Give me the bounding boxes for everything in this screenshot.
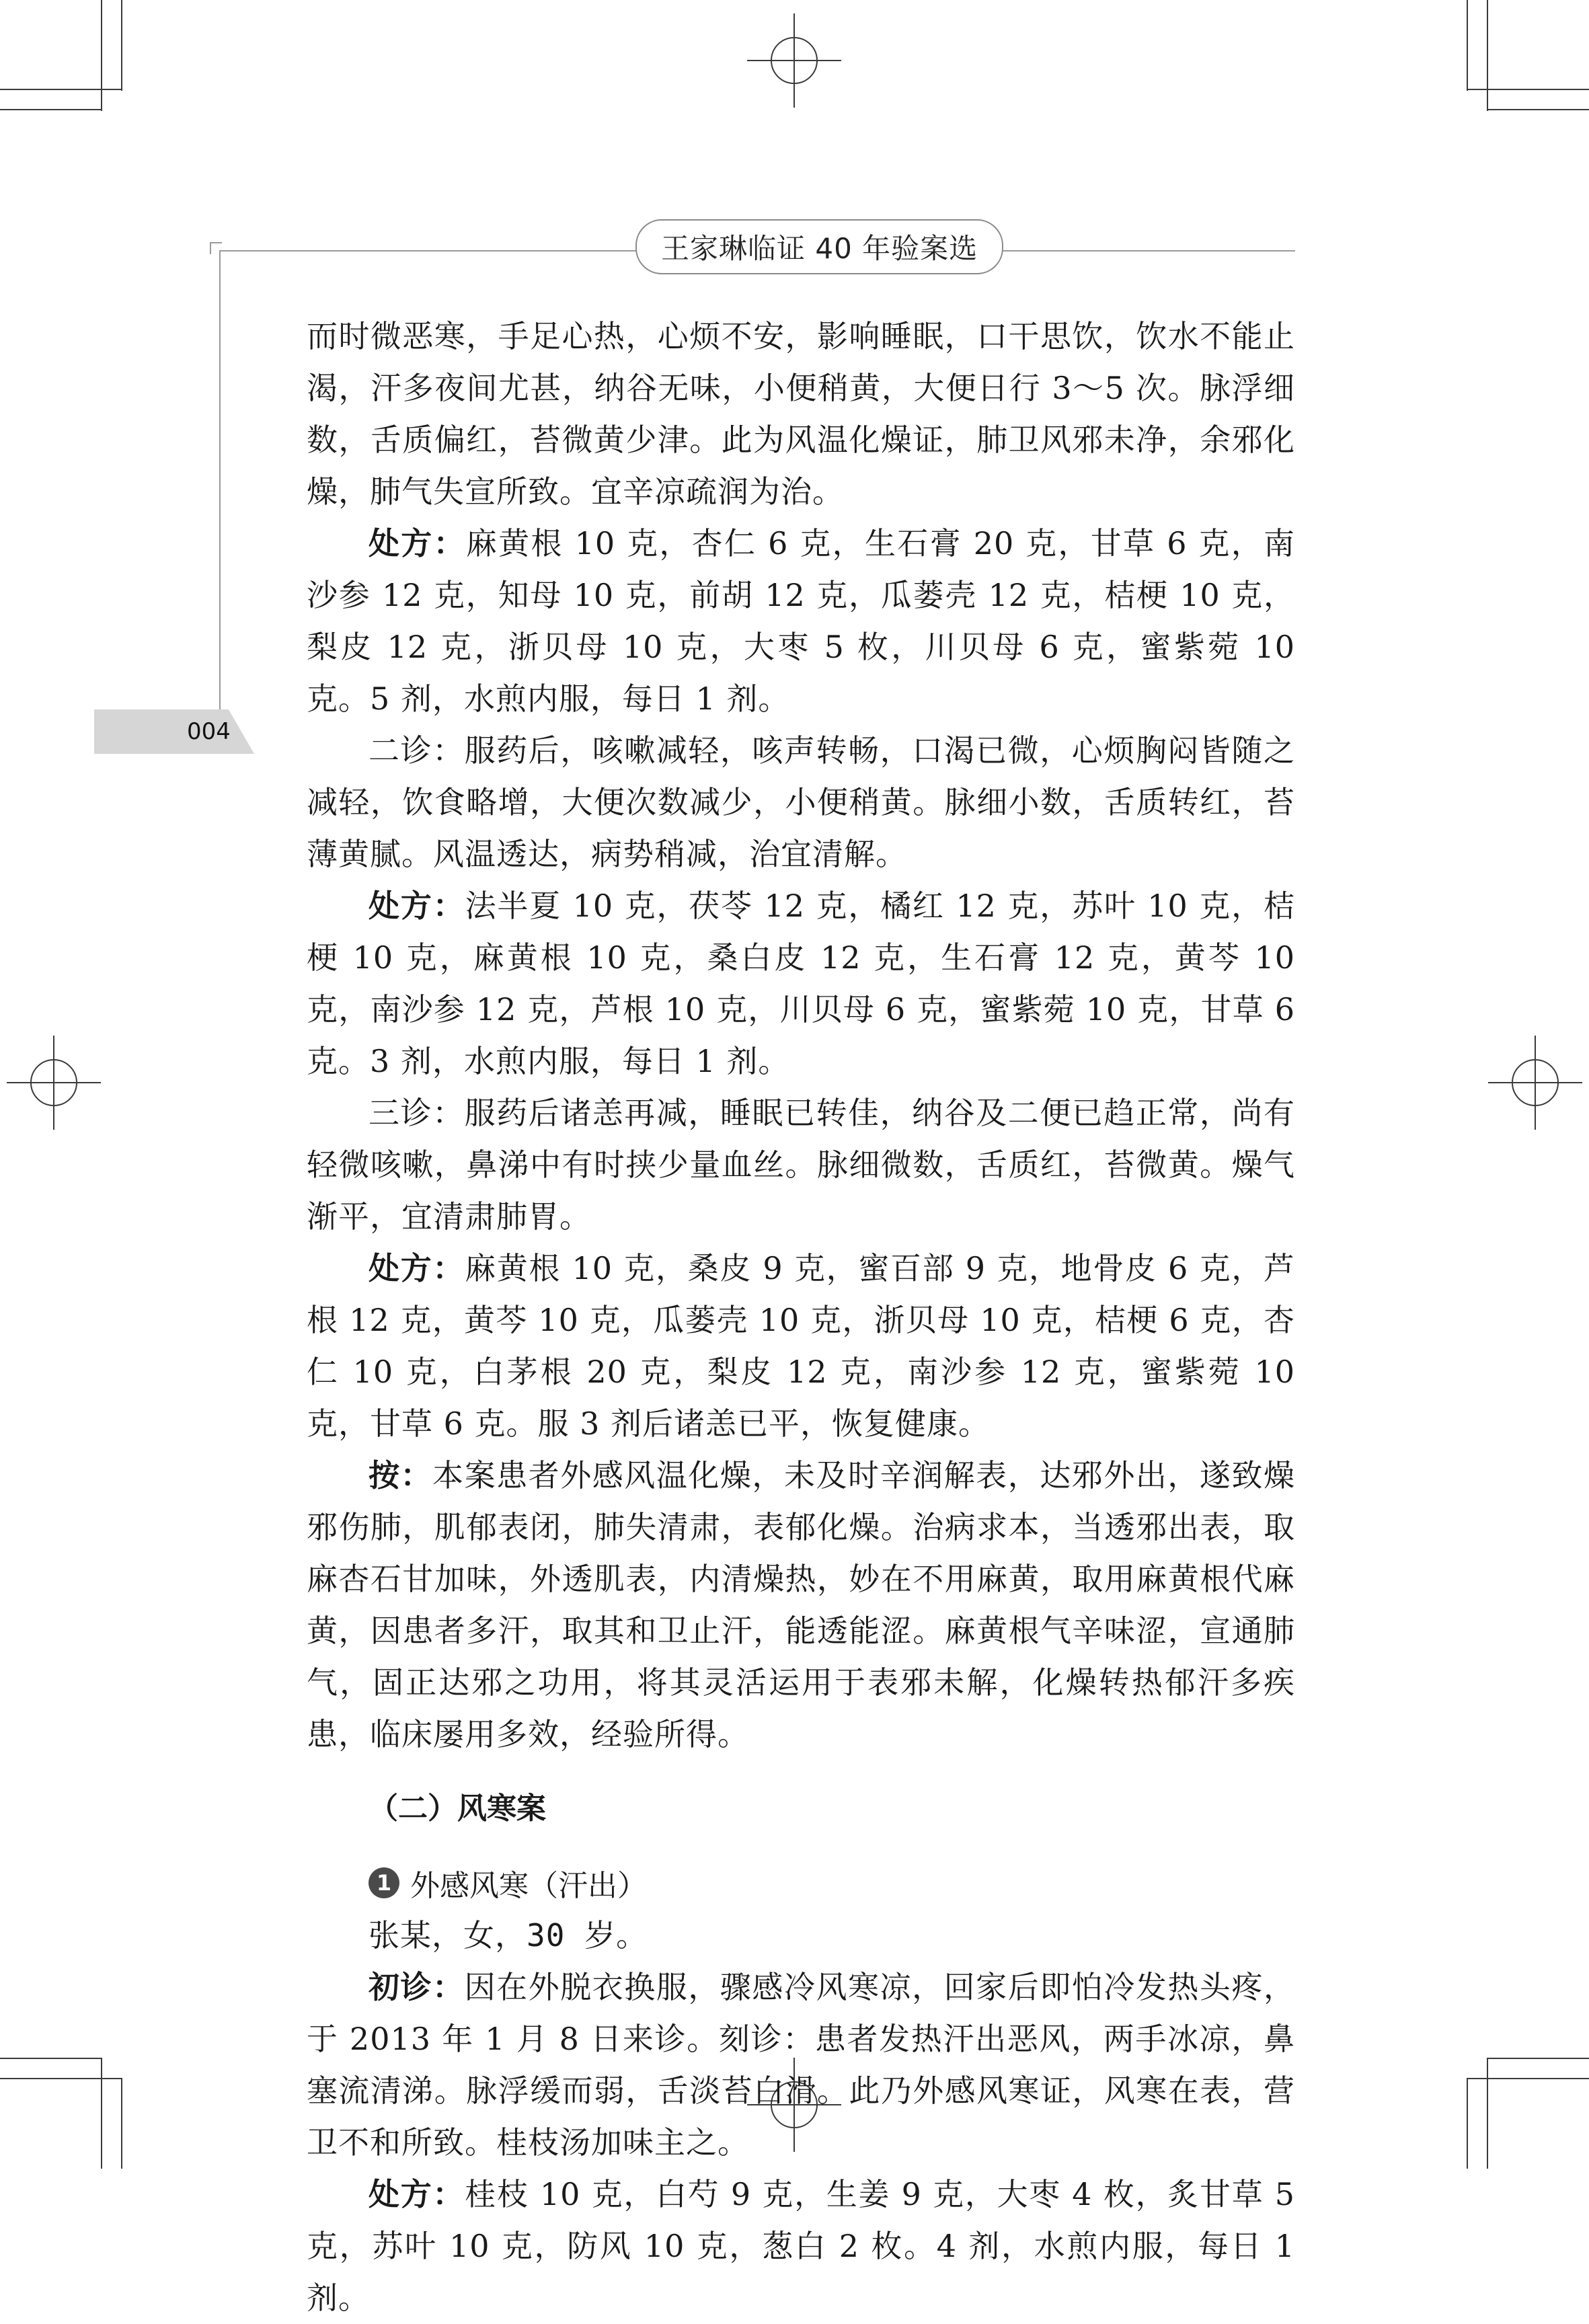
section-heading: （二）风寒案 — [369, 1791, 546, 1826]
commentary-label: 按： — [369, 1457, 433, 1494]
case-number-badge: 1 — [369, 1867, 399, 1898]
paragraph-text: 桂枝 10 克，白芍 9 克，生姜 9 克，大枣 4 枚，炙甘草 5 克，苏叶 10 克，防风 10 克，葱白 2 枚。4 剂，水煎内服，每日 1 剂。 — [307, 2176, 1295, 2316]
margin-rule — [219, 250, 221, 711]
paragraph-text: 麻黄根 10 克，桑皮 9 克，蜜百部 9 克，地骨皮 6 克，芦根 12 克，黄芩 10 克，瓜蒌壳 10 克，浙贝母 10 克，桔梗 6 克，杏仁 10 克，白茅根 20 克，梨皮 12 克，南沙参 12 克，蜜紫菀 10 克，甘草 6 克。服 3 剂后诸恙已平，恢复健康。 — [307, 1250, 1296, 1442]
frame-ornament — [210, 242, 222, 243]
crop-mark — [0, 89, 122, 90]
registration-mark-right — [1488, 1036, 1582, 1130]
paragraph-second-visit: 二诊：服药后，咳嗽减轻，咳声转畅，口渴已微，心烦胸闷皆随之减轻，饮食略增，大便次数减少，小便稍黄。脉细小数，舌质转红，苔薄黄腻。风温透达，病势稍减，治宜清解。 — [307, 732, 1295, 872]
paragraph-text: 法半夏 10 克，茯苓 12 克，橘红 12 克，苏叶 10 克，桔梗 10 克，麻黄根 10 克，桑白皮 12 克，生石膏 12 克，黄芩 10 克，南沙参 12 克，芦根 10 克，川贝母 6 克，蜜紫菀 10 克，甘草 6 克。3 剂，水煎内服，每日 1 剂。 — [307, 888, 1296, 1079]
paragraph-text: 麻黄根 10 克，杏仁 6 克，生石膏 20 克，甘草 6 克，南沙参 12 克，知母 10 克，前胡 12 克，瓜蒌壳 12 克，桔梗 10 克，梨皮 12 克，浙贝母 10 克，大枣 5 枚，川贝母 6 克，蜜紫菀 10 克。5 剂，水煎内服，每日 1 剂。 — [307, 525, 1296, 717]
paragraph-prescription — [307, 2169, 1295, 2324]
paragraph-third-visit: 三诊：服药后诸恙再减，睡眠已转佳，纳谷及二便已趋正常，尚有轻微咳嗽，鼻涕中有时挟少量血丝。脉细微数，舌质红，苔微黄。燥气渐平，宜清肃肺胃。 — [307, 1095, 1295, 1235]
page-number: 004 — [187, 718, 231, 745]
paragraph-prescription — [307, 880, 1295, 1087]
header-rule — [959, 250, 1295, 251]
paragraph-commentary — [307, 1450, 1295, 1760]
crop-mark — [1487, 2058, 1488, 2169]
crop-mark — [101, 0, 102, 111]
paragraph-text: 本案患者外感风温化燥，未及时辛润解表，达邪外出，遂致燥邪伤肺，肌郁表闭，肺失清肃，表郁化燥。治病求本，当透邪出表，取麻杏石甘加味，外透肌表，内清燥热，妙在不用麻黄，取用麻黄根代麻黄，因患者多汗，取其和卫止汗，能透能涩。麻黄根气辛味涩，宣通肺气，固正达邪之功用，将其灵活运用于表邪未解，化燥转热郁汗多疾患，临床屡用多效，经验所得。 — [307, 1457, 1296, 1752]
prescription-label: 处方： — [369, 1250, 465, 1286]
running-header — [635, 219, 1003, 274]
prescription-label: 处方： — [369, 888, 465, 924]
paragraph-first-visit — [307, 1962, 1295, 2169]
prescription-label: 处方： — [369, 525, 466, 561]
first-visit-label: 初诊： — [369, 1969, 465, 2005]
crop-mark — [121, 0, 122, 91]
crop-mark — [101, 2058, 102, 2169]
paragraph: 而时微恶寒，手足心热，心烦不安，影响睡眠，口干思饮，饮水不能止渴，汗多夜间尤甚，纳谷无味，小便稍黄，大便日行 3～5 次。脉浮细数，舌质偏红，苔微黄少津。此为风温化燥证，肺卫风邪未净，余邪化燥，肺气失宣所致。宜辛凉疏润为治。 — [307, 318, 1295, 510]
book-title: 王家琳临证 40 年验案选 — [661, 232, 978, 265]
crop-mark — [1467, 2078, 1589, 2079]
paragraph-text: 因在外脱衣换服，骤感冷风寒凉，回家后即怕冷发热头疼，于 2013 年 1 月 8 日来诊。刻诊：患者发热汗出恶风，两手冰凉，鼻塞流清涕。脉浮缓而弱，舌淡苔白滑。此乃外感风寒证，风寒在表，营卫不和所致。桂枝汤加味主之。 — [307, 1969, 1296, 2161]
frame-ornament — [210, 242, 211, 254]
crop-mark — [0, 2078, 122, 2079]
case-heading — [307, 1856, 1295, 1910]
crop-mark — [0, 109, 102, 110]
registration-mark-top — [747, 13, 841, 108]
prescription-label: 处方： — [369, 2176, 465, 2212]
patient-info: 张某，女，30 岁。 — [369, 1917, 648, 1953]
crop-mark — [1487, 109, 1589, 110]
crop-mark — [0, 2058, 102, 2059]
crop-mark — [1467, 89, 1589, 90]
header-rule — [219, 250, 636, 251]
crop-mark — [1487, 2058, 1589, 2059]
body-text — [307, 311, 1295, 2324]
paragraph-prescription — [307, 1243, 1295, 1450]
crop-mark — [1487, 0, 1488, 111]
crop-mark — [121, 2078, 122, 2169]
case-title: 外感风寒（汗出） — [410, 1869, 647, 1903]
registration-mark-left — [7, 1036, 101, 1130]
crop-mark — [1467, 2078, 1468, 2169]
paragraph-prescription — [307, 518, 1295, 725]
crop-mark — [1467, 0, 1468, 91]
